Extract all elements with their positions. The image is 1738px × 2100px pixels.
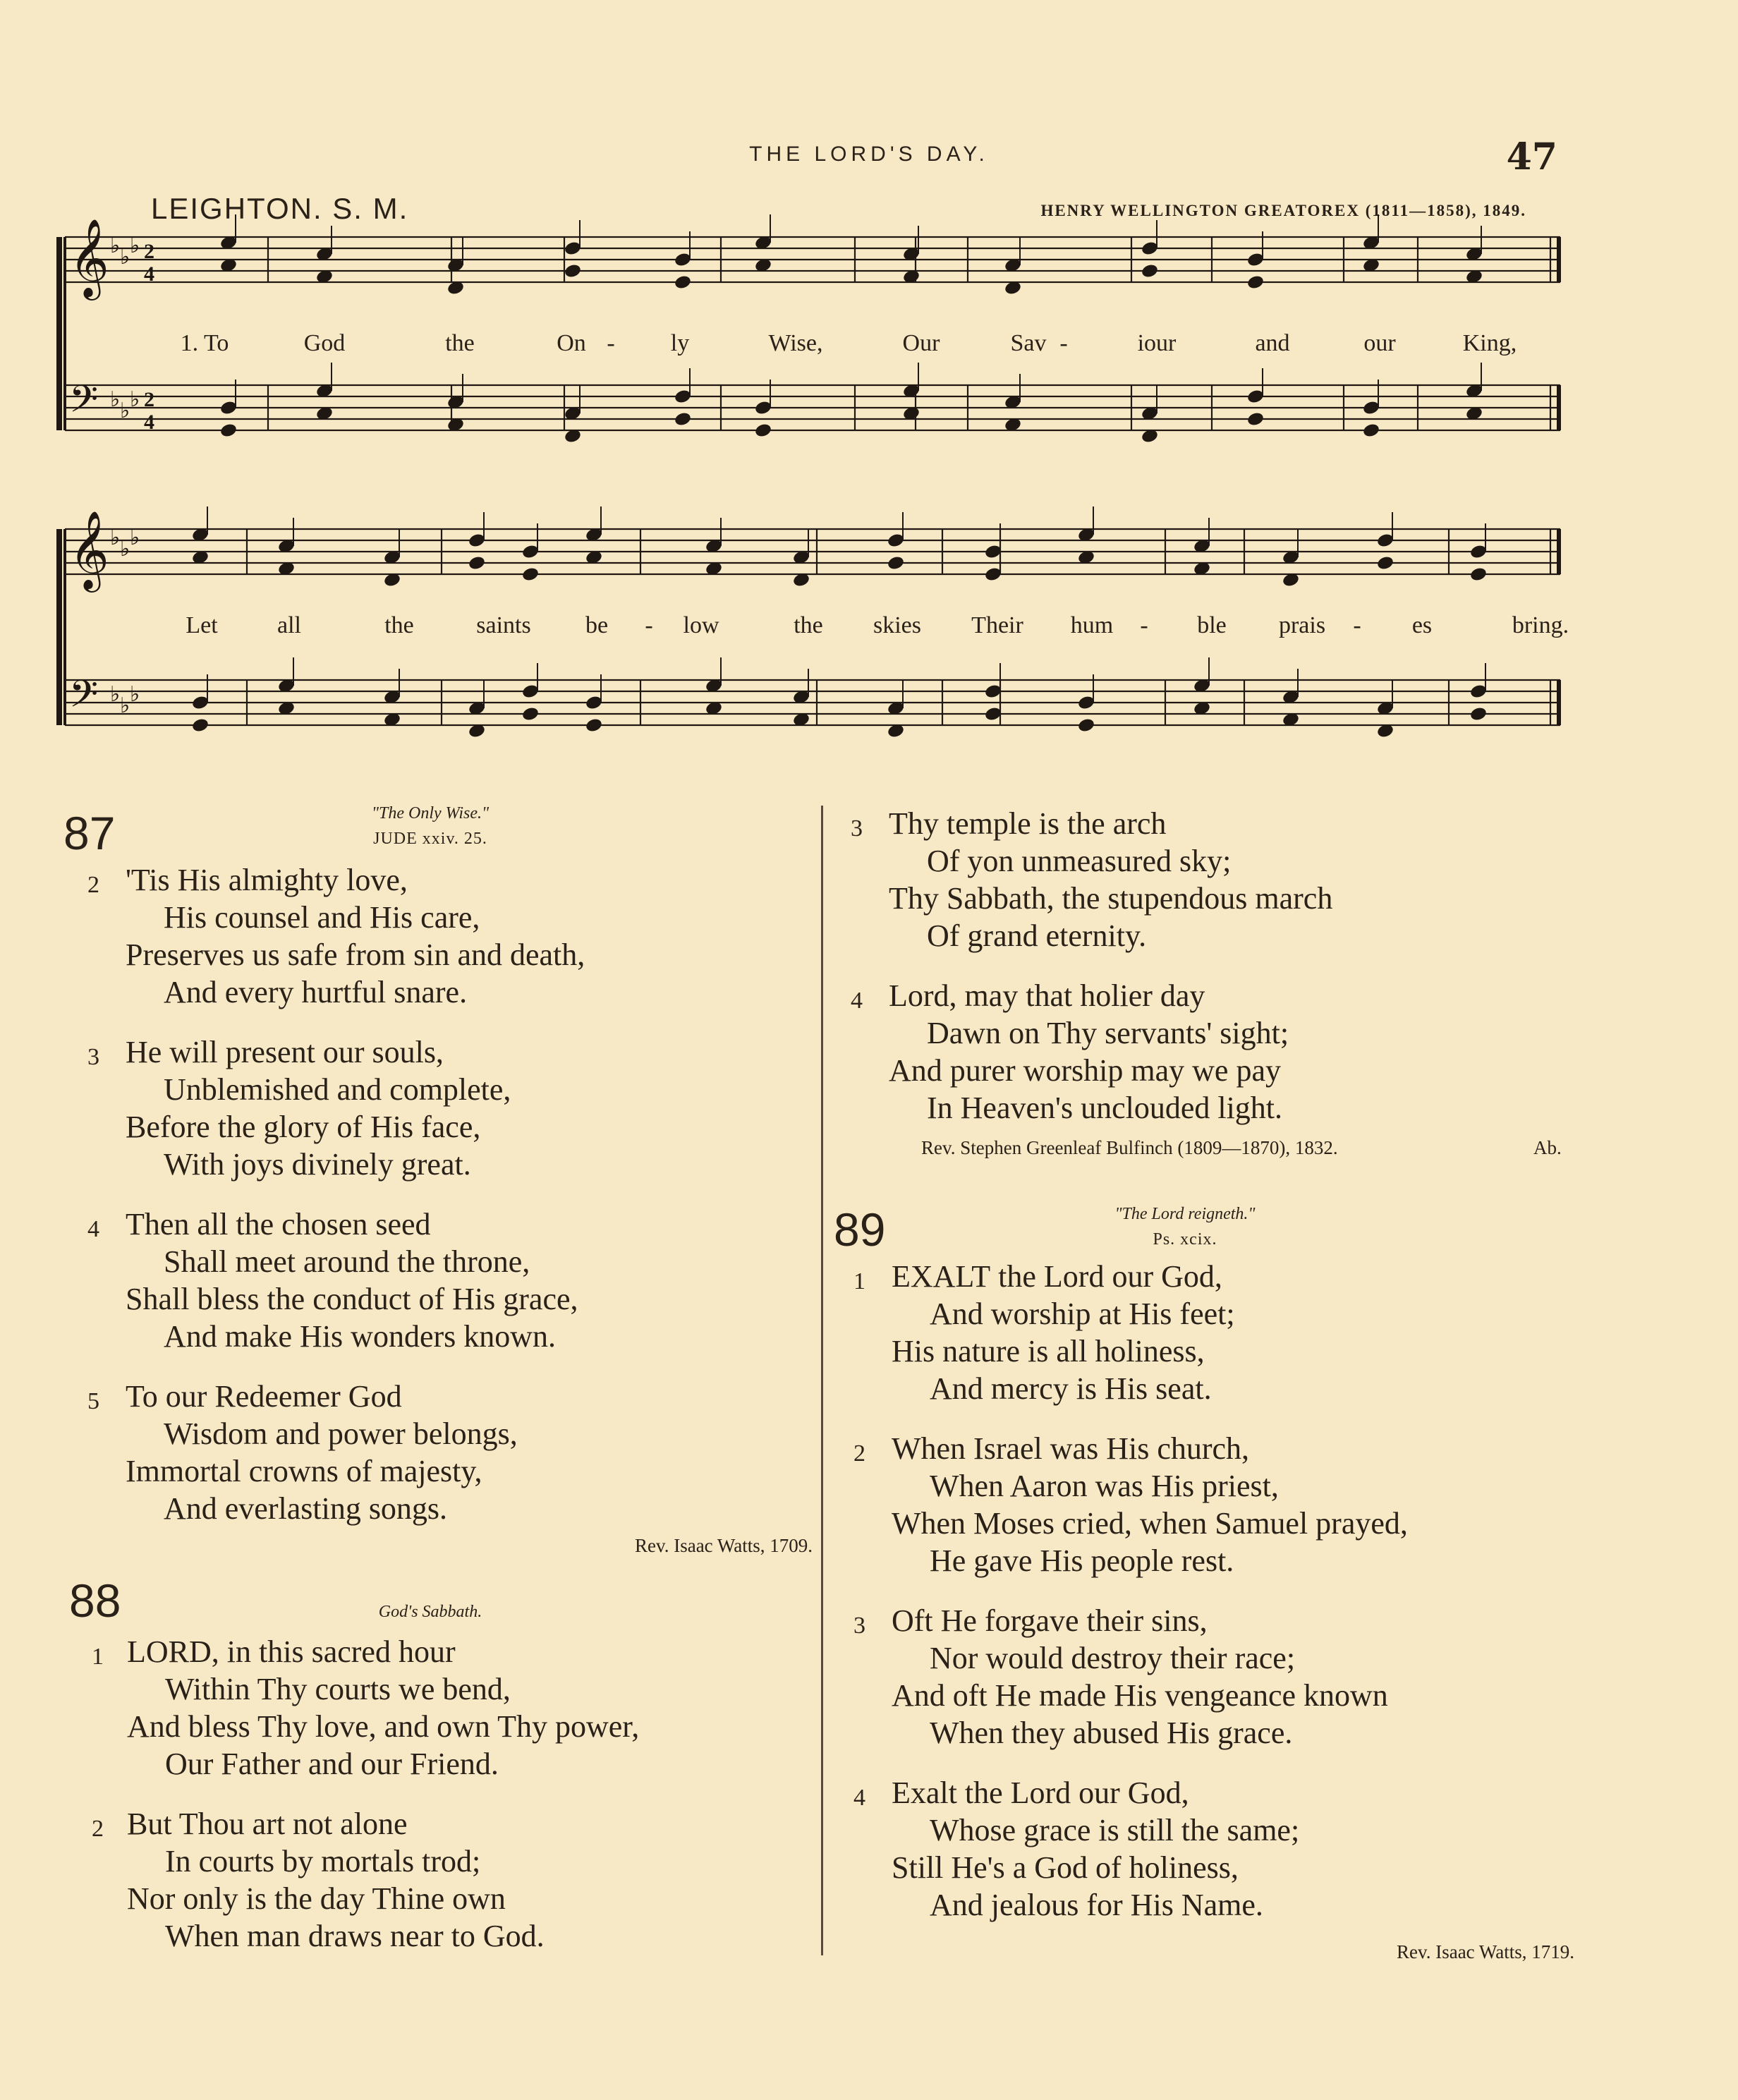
- lyric-syllable: ble: [1197, 612, 1227, 638]
- svg-text:♭: ♭: [120, 693, 130, 718]
- verse-number: 3: [851, 815, 863, 842]
- lyric-syllable: skies: [873, 612, 921, 638]
- verse-line: His counsel and His care,: [164, 900, 480, 935]
- lyric-syllable: es: [1411, 612, 1433, 638]
- verse-number: 4: [87, 1216, 99, 1242]
- svg-text:𝄢: 𝄢: [69, 673, 99, 725]
- lyric-syllable: be: [585, 612, 609, 638]
- hymn-number-89: 89: [834, 1203, 886, 1256]
- lyric-syllable: -: [1353, 612, 1361, 638]
- hymn-89-title: "The Lord reigneth.": [1114, 1205, 1256, 1223]
- verse-line: [892, 1261, 1222, 1292]
- verse-number: 4: [851, 988, 863, 1014]
- lyric-syllable: -: [1140, 612, 1148, 638]
- verse-line: With joys divinely great.: [164, 1147, 471, 1182]
- verse-line: And everlasting songs.: [164, 1491, 448, 1526]
- lyric-syllable: On: [557, 330, 586, 356]
- lyric-syllable: our: [1363, 330, 1396, 356]
- verse-line: His nature is all holiness,: [892, 1334, 1205, 1368]
- verse-number: 2: [92, 1816, 104, 1842]
- verse-number: 1: [853, 1268, 865, 1294]
- lyric-syllable: Let: [186, 612, 218, 638]
- verse-line: Still He's a God of holiness,: [892, 1850, 1239, 1885]
- hymn-88-author: Rev. Stephen Greenleaf Bulfinch (1809—1870), 1832.: [921, 1137, 1338, 1158]
- verse-line: Thy Sabbath, the stupendous march: [889, 881, 1333, 916]
- verse-line: 'Tis His almighty love,: [126, 863, 408, 897]
- verse-line: And jealous for His Name.: [930, 1888, 1263, 1922]
- svg-text:2: 2: [144, 388, 154, 411]
- verse-line: To our Redeemer God: [126, 1379, 402, 1414]
- verse-line: And oft He made His vengeance known: [892, 1678, 1388, 1713]
- lyric-syllable: Their: [971, 612, 1023, 638]
- verse-line: And bless Thy love, and own Thy power,: [127, 1709, 640, 1744]
- verse-line: Lord, may that holier day: [889, 978, 1205, 1013]
- verse-line-text: in this sacred hour: [219, 1634, 456, 1669]
- verse-number: 3: [87, 1044, 99, 1070]
- verse-line: He will present our souls,: [126, 1035, 444, 1069]
- verse-line: And purer worship may we pay: [889, 1053, 1281, 1088]
- lyric-syllable: prais: [1278, 612, 1326, 638]
- verse-line: Nor would destroy their race;: [930, 1641, 1296, 1675]
- hymn-87-author: Rev. Isaac Watts, 1709.: [634, 1535, 813, 1556]
- verse-line: Whose grace is still the same;: [930, 1813, 1300, 1847]
- svg-text:4: 4: [144, 262, 154, 286]
- verse-line: Dawn on Thy servants' sight;: [927, 1016, 1289, 1050]
- verse-number: 1: [92, 1644, 104, 1670]
- lyric-syllable: all: [277, 612, 301, 638]
- lyric-syllable: King,: [1462, 330, 1517, 356]
- verse-line: Thy temple is the arch: [889, 806, 1167, 841]
- running-head: THE LORD'S DAY.: [749, 142, 989, 166]
- verse-line: Shall bless the conduct of His grace,: [126, 1282, 578, 1316]
- svg-text:♭: ♭: [110, 682, 121, 707]
- lyric-syllable: and: [1255, 330, 1290, 356]
- verse-line: Immortal crowns of majesty,: [126, 1454, 482, 1488]
- lyric-syllable: the: [384, 612, 414, 638]
- svg-text:♭: ♭: [110, 387, 121, 412]
- lyric-syllable: -: [645, 612, 653, 638]
- lyric-syllable: the: [445, 330, 475, 356]
- verse-line: Of yon unmeasured sky;: [927, 844, 1232, 878]
- verse-number: 5: [87, 1388, 99, 1414]
- hymn-87-title: "The Only Wise.": [371, 804, 490, 823]
- verse-line: And worship at His feet;: [930, 1297, 1235, 1331]
- verse-line: In courts by mortals trod;: [165, 1844, 481, 1879]
- lyric-syllable: iour: [1137, 330, 1177, 356]
- svg-text:♭: ♭: [130, 233, 140, 258]
- verse-number: 2: [853, 1440, 865, 1467]
- hymn-89-author: Rev. Isaac Watts, 1719.: [1396, 1941, 1574, 1962]
- verse-line: Exalt the Lord our God,: [892, 1776, 1189, 1810]
- lyric-syllable: low: [683, 612, 719, 638]
- hymn-88-title: God's Sabbath.: [378, 1603, 482, 1621]
- verse-line: Nor only is the day Thine own: [127, 1881, 506, 1916]
- svg-text:𝄞: 𝄞: [69, 218, 109, 297]
- tune-name: LEIGHTON. S. M.: [151, 192, 409, 225]
- page-number: 47: [1506, 135, 1557, 178]
- lyric-syllable: the: [794, 612, 823, 638]
- verse-line: Wisdom and power belongs,: [164, 1416, 518, 1451]
- svg-text:𝄢: 𝄢: [69, 378, 99, 430]
- svg-text:4: 4: [144, 411, 154, 434]
- hymn-87-reference: JUDE xxiv. 25.: [373, 830, 487, 848]
- svg-text:♭: ♭: [120, 399, 130, 423]
- column-divider: [821, 806, 823, 1955]
- tune-composer: HENRY WELLINGTON GREATOREX (1811—1858), 1849.: [1040, 202, 1526, 219]
- verse-line: [127, 1634, 456, 1669]
- lyric-syllable: Wise,: [768, 330, 823, 356]
- lyric-syllable: bring.: [1512, 612, 1569, 638]
- svg-text:♭: ♭: [110, 526, 121, 550]
- verse-line: And make His wonders known.: [164, 1319, 557, 1354]
- verse-line: When man draws near to God.: [165, 1919, 545, 1953]
- verse-line: And every hurtful snare.: [164, 975, 468, 1009]
- verse-number: 3: [853, 1613, 865, 1639]
- verse-line: Of grand eternity.: [927, 918, 1147, 953]
- lyric-syllable: -: [607, 330, 615, 356]
- hymn-number-87: 87: [63, 807, 116, 859]
- lyric-syllable: Sav: [1010, 330, 1047, 356]
- verse-number: 2: [87, 872, 99, 898]
- verse-line-text: the Lord our God,: [990, 1259, 1222, 1294]
- hymn-89-reference: Ps. xcix.: [1153, 1230, 1217, 1249]
- verse-line: When Israel was His church,: [892, 1431, 1250, 1466]
- verse-line: When Aaron was His priest,: [930, 1469, 1279, 1503]
- verse-line: He gave His people rest.: [930, 1543, 1234, 1578]
- verse-line: And mercy is His seat.: [930, 1371, 1212, 1406]
- svg-text:♭: ♭: [130, 387, 140, 412]
- verse-line: Our Father and our Friend.: [165, 1747, 499, 1781]
- verse-line: In Heaven's unclouded light.: [927, 1091, 1283, 1125]
- hymn-number-88: 88: [69, 1574, 121, 1627]
- verse-first-word: LORD,: [127, 1634, 219, 1669]
- svg-text:♭: ♭: [120, 537, 130, 562]
- verse-line: Preserves us safe from sin and death,: [126, 937, 585, 972]
- svg-text:♭: ♭: [130, 682, 140, 707]
- lyric-syllable: hum: [1070, 612, 1114, 638]
- verse-line: Before the glory of His face,: [126, 1110, 481, 1144]
- lyric-syllable: Our: [902, 330, 940, 356]
- verse-line: Then all the chosen seed: [126, 1207, 431, 1242]
- lyric-syllable: ly: [670, 330, 690, 356]
- verse-line: When they abused His grace.: [930, 1716, 1293, 1750]
- svg-text:♭: ♭: [120, 245, 130, 269]
- lyric-syllable: -: [1059, 330, 1068, 356]
- hymn-88-author-mark: Ab.: [1533, 1137, 1562, 1158]
- svg-text:♭: ♭: [130, 526, 140, 550]
- lyric-syllable: 1. To: [180, 330, 229, 356]
- verse-line: Oft He forgave their sins,: [892, 1603, 1208, 1638]
- verse-line: When Moses cried, when Samuel prayed,: [892, 1506, 1408, 1541]
- svg-text:♭: ♭: [110, 233, 121, 258]
- verse-line: Shall meet around the throne,: [164, 1244, 530, 1279]
- verse-number: 4: [853, 1785, 865, 1811]
- svg-text:2: 2: [144, 240, 154, 263]
- verse-line: Within Thy courts we bend,: [165, 1672, 511, 1706]
- lyric-syllable: God: [303, 330, 346, 356]
- lyric-syllable: saints: [476, 612, 531, 638]
- svg-text:𝄞: 𝄞: [69, 510, 109, 589]
- verse-line: But Thou art not alone: [127, 1807, 408, 1841]
- verse-line: Unblemished and complete,: [164, 1072, 511, 1107]
- music-score: [0, 0, 1738, 762]
- verse-first-word: EXALT: [892, 1259, 991, 1294]
